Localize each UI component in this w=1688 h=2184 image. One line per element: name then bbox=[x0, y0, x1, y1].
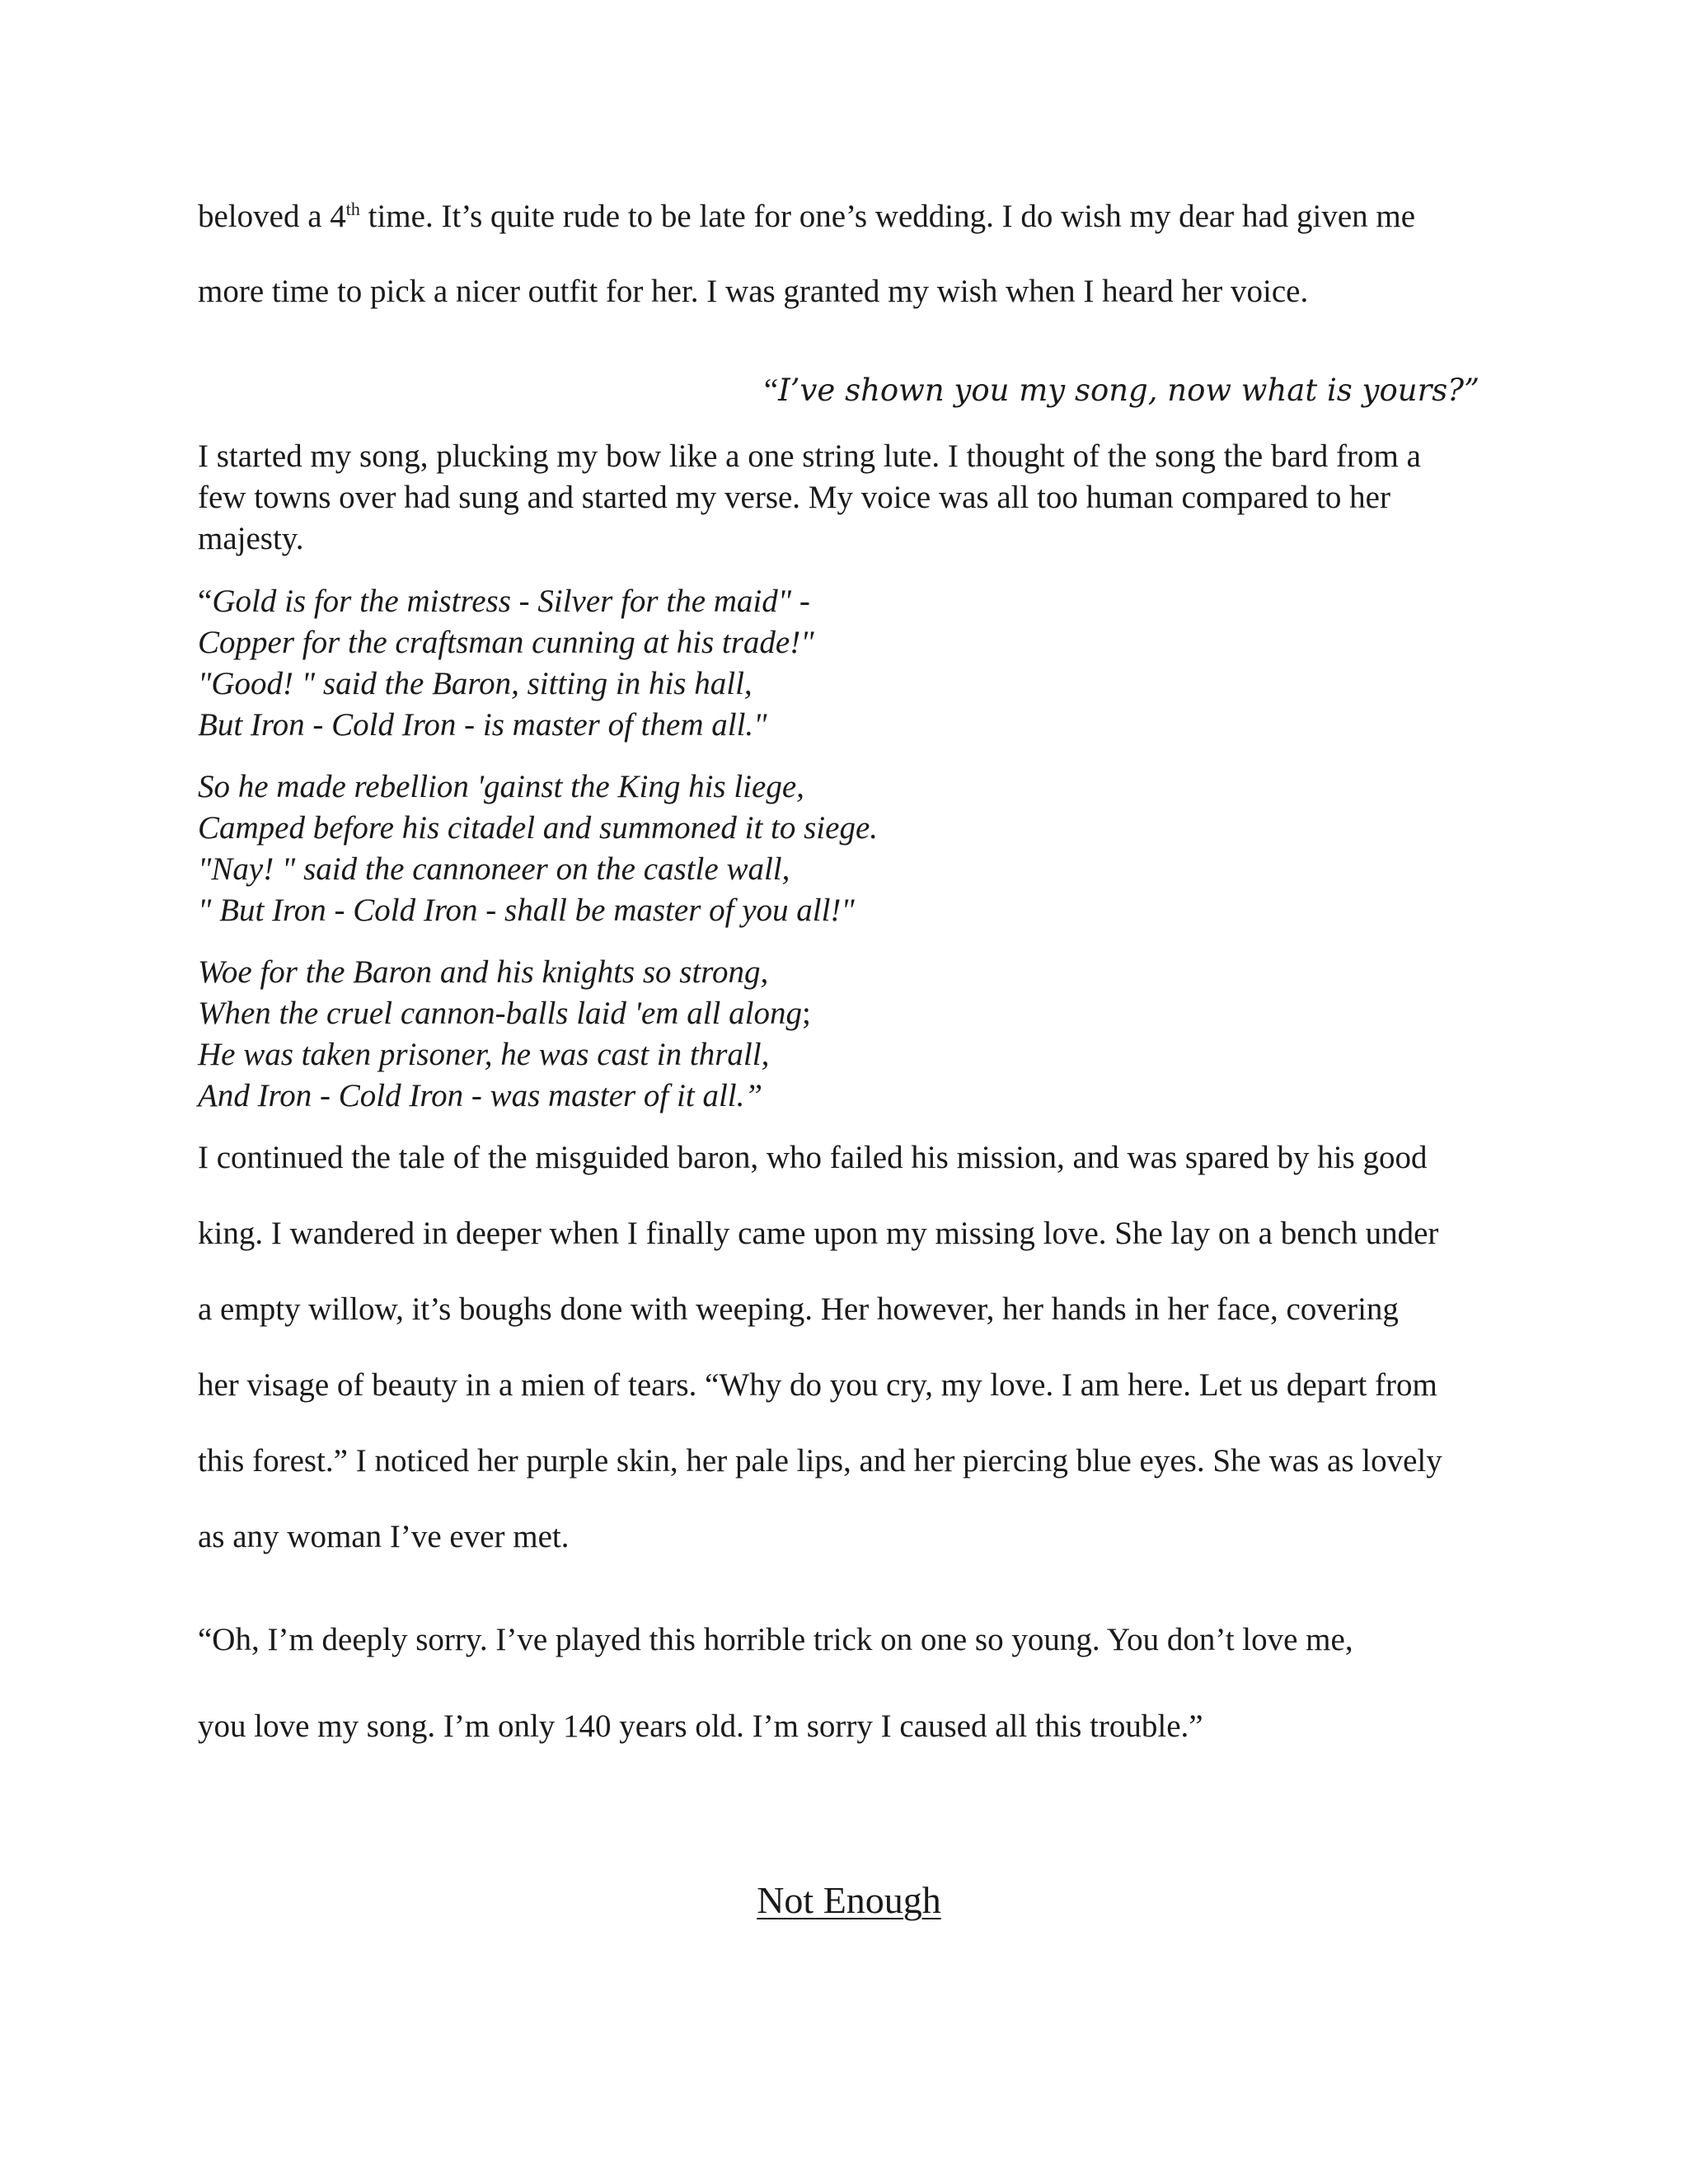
text-run: time. It’s quite rude to be late for one’s wedding. I do wish my dear had given me bbox=[359, 199, 1416, 234]
paragraph-line: you love my song. I’m only 140 years old. I’m sorry I caused all this trouble.” bbox=[198, 1708, 1203, 1744]
verse-line: Camped before his citadel and summoned it to siege. bbox=[198, 810, 879, 846]
paragraph-line: I started my song, plucking my bow like a one string lute. I thought of the song the bard from a bbox=[198, 438, 1421, 474]
paragraph-line: a empty willow, it’s boughs done with weeping. Her however, her hands in her face, covering bbox=[198, 1291, 1399, 1327]
superscript: th bbox=[345, 199, 360, 219]
paragraph-line: as any woman I’ve ever met. bbox=[198, 1519, 570, 1554]
paragraph-line: king. I wandered in deeper when I finally came upon my missing love. She lay on a bench under bbox=[198, 1216, 1439, 1251]
verse-line: But Iron - Cold Iron - is master of them all." bbox=[198, 707, 767, 743]
verse-line bbox=[198, 581, 810, 622]
section-title: Not Enough bbox=[757, 1879, 941, 1921]
verse-line: And Iron - Cold Iron - was master of it all.” bbox=[198, 1078, 763, 1113]
verse-text: When the cruel cannon-balls laid 'em all along bbox=[198, 996, 802, 1031]
verse-line: " But Iron - Cold Iron - shall be master of you all!" bbox=[198, 893, 855, 928]
verse-line: "Nay! " said the cannoneer on the castle wall, bbox=[198, 851, 790, 887]
verse-line bbox=[198, 993, 811, 1034]
verse-line: So he made rebellion 'gainst the King his liege, bbox=[198, 769, 804, 804]
paragraph-line: few towns over had sung and started my verse. My voice was all too human compared to her bbox=[198, 480, 1390, 515]
punctuation: ; bbox=[801, 996, 811, 1031]
paragraph-line bbox=[198, 196, 1415, 237]
verse-line: Woe for the Baron and his knights so strong, bbox=[198, 954, 769, 990]
quote-mark: “ bbox=[763, 373, 779, 408]
verse-line: Copper for the craftsman cunning at his trade!" bbox=[198, 625, 814, 660]
verse-line: "Good! " said the Baron, sitting in his hall, bbox=[198, 666, 753, 701]
paragraph-line: I continued the tale of the misguided baron, who failed his mission, and was spared by his good bbox=[198, 1140, 1428, 1175]
verse-line: He was taken prisoner, he was cast in thrall, bbox=[198, 1037, 770, 1072]
song-quote bbox=[764, 370, 1479, 411]
verse-text: Gold is for the mistress - Silver for the maid" - bbox=[212, 583, 810, 619]
paragraph-line: her visage of beauty in a mien of tears. “Why do you cry, my love. I am here. Let us depart from bbox=[198, 1367, 1437, 1403]
text-run: beloved a 4 bbox=[198, 199, 346, 234]
paragraph-line: “Oh, I’m deeply sorry. I’ve played this horrible trick on one so young. You don’t love me, bbox=[198, 1622, 1353, 1657]
paragraph-line: this forest.” I noticed her purple skin, her pale lips, and her piercing blue eyes. She was as lovely bbox=[198, 1443, 1442, 1479]
paragraph-line: more time to pick a nicer outfit for her. I was granted my wish when I heard her voice. bbox=[198, 274, 1309, 309]
quote-text: I’ve shown you my song, now what is yours?” bbox=[778, 373, 1479, 408]
paragraph-line: majesty. bbox=[198, 521, 304, 556]
quote-mark: “ bbox=[198, 583, 213, 619]
document-page bbox=[198, 0, 1500, 2184]
